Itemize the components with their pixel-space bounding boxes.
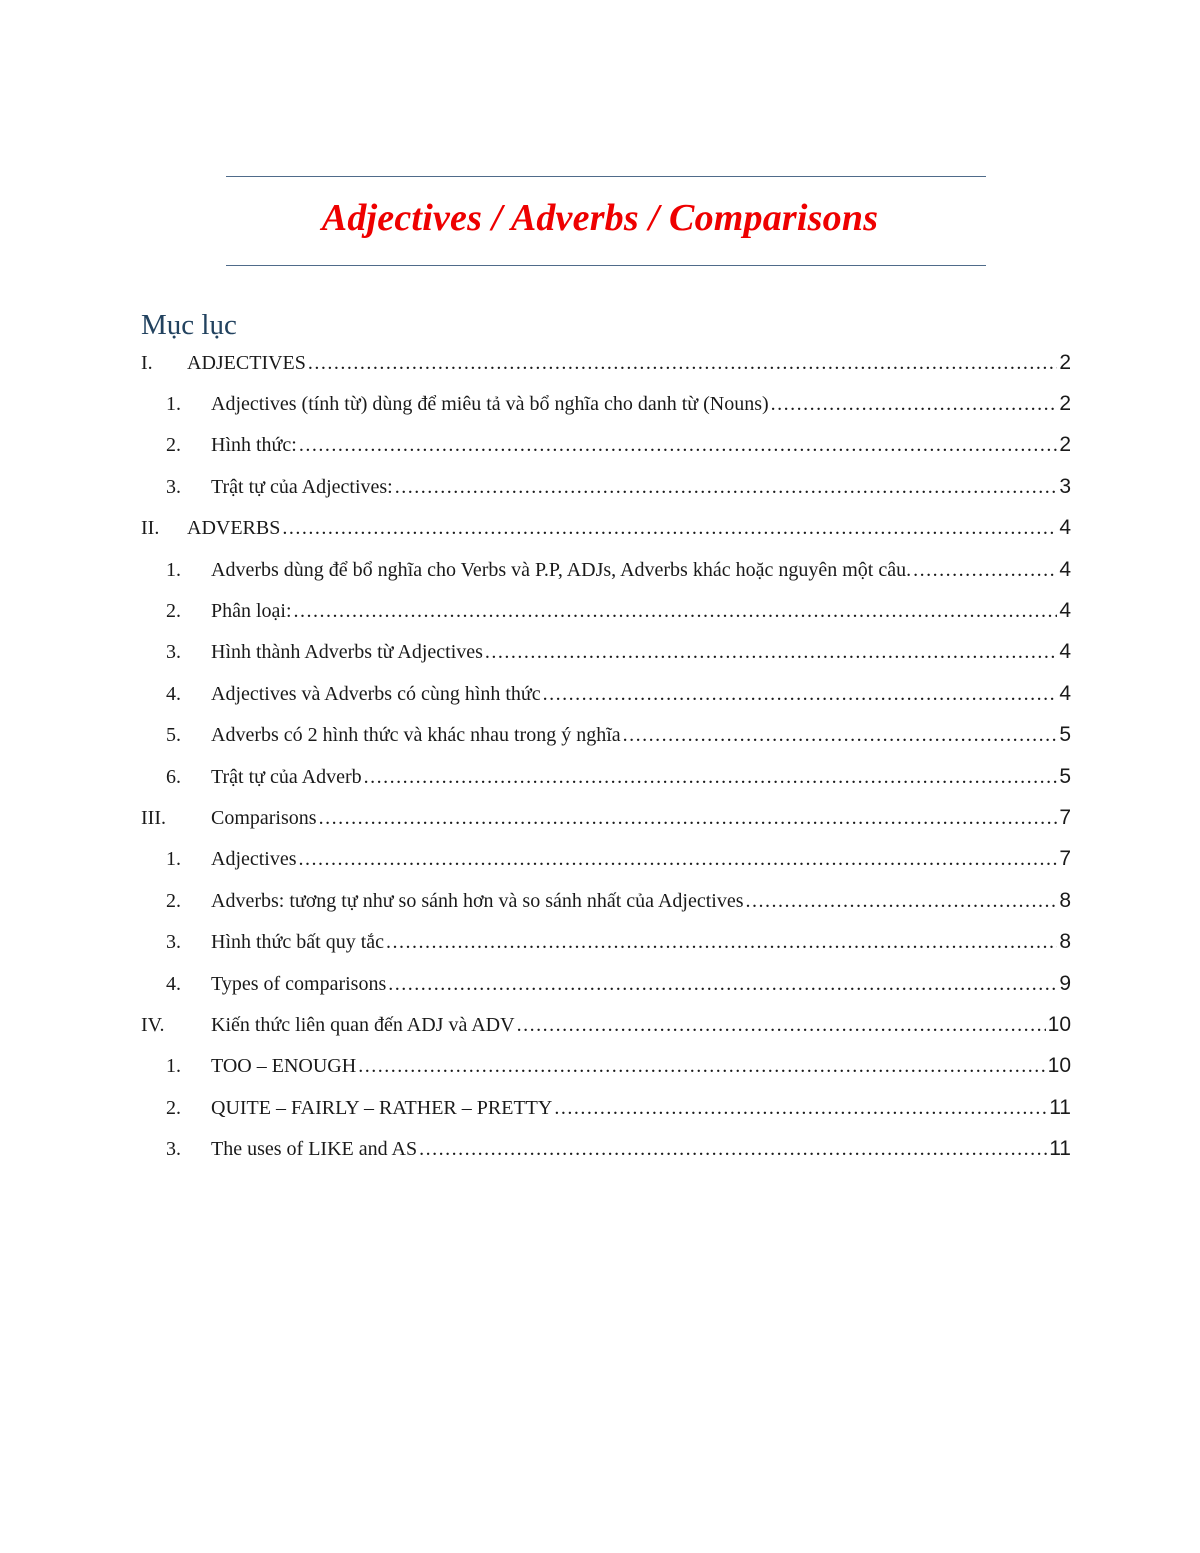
toc-entry-number: I. [141,351,153,374]
toc-entry-label[interactable]: Trật tự của Adjectives: [211,475,393,498]
toc-entry-page[interactable]: 3 [1059,474,1071,498]
toc-entry-page[interactable]: 7 [1059,847,1071,871]
toc-entry[interactable] [141,673,1071,714]
toc-entry-label[interactable]: Types of comparisons [211,972,387,995]
toc-leader-dots [388,972,1057,996]
toc-entry-page[interactable]: 2 [1059,433,1071,457]
toc-leader-dots [299,433,1057,457]
toc-entry-label[interactable]: Adverbs: tương tự như so sánh hơn và so sánh nhất của Adjectives [211,889,744,912]
toc-entry-label[interactable]: Trật tự của Adverb [211,765,362,788]
toc-leader-dots [386,930,1057,954]
toc-entry[interactable] [141,963,1071,1004]
toc-entry-number: III. [141,806,166,829]
toc-entry-page[interactable]: 4 [1059,640,1071,664]
toc-entry-number: 1. [166,558,181,581]
toc-entry-number: 2. [166,600,181,623]
toc-entry-label[interactable]: Hình thức bất quy tắc [211,931,385,954]
toc-entry-page[interactable]: 10 [1047,1054,1071,1078]
toc-entry-label[interactable]: ADVERBS [187,517,281,540]
toc-entry-section-3[interactable] [141,797,1071,838]
toc-entry-page[interactable]: 8 [1059,930,1071,954]
toc-entry-label[interactable]: Adverbs dùng để bổ nghĩa cho Verbs và P.P, ADJs, Adverbs khác hoặc nguyên một câu. [211,558,912,581]
toc-entry[interactable] [141,632,1071,673]
toc-entry-section-2[interactable] [141,508,1071,549]
toc-entry-number: IV. [141,1013,165,1036]
toc-entry-number: 6. [166,765,181,788]
toc-entry[interactable] [141,921,1071,962]
toc-leader-dots [771,392,1058,416]
toc-entry-page[interactable]: 2 [1059,350,1071,374]
toc-entry-label[interactable]: Kiến thức liên quan đến ADJ và ADV [211,1013,515,1036]
toc-entry[interactable] [141,1128,1071,1169]
toc-entry-label[interactable]: Phân loại: [211,600,292,623]
toc-entry-number: 3. [166,641,181,664]
toc-entry-section-4[interactable] [141,1004,1071,1045]
toc-leader-dots [485,640,1057,664]
toc-leader-dots [543,682,1058,706]
toc-entry-label[interactable]: The uses of LIKE and AS [211,1138,418,1161]
toc-leader-dots [282,516,1057,540]
table-of-contents [141,342,1071,1170]
toc-entry[interactable] [141,715,1071,756]
toc-entry-section-1[interactable] [141,342,1071,383]
toc-entry[interactable] [141,466,1071,507]
toc-entry-label[interactable]: Hình thức: [211,434,297,457]
toc-entry[interactable] [141,839,1071,880]
toc-entry-label[interactable]: Hình thành Adverbs từ Adjectives [211,641,483,664]
toc-entry-number: 4. [166,682,181,705]
toc-leader-dots [294,599,1058,623]
toc-entry-label[interactable]: Comparisons [211,806,317,829]
toc-entry[interactable] [141,425,1071,466]
toc-entry-number: 2. [166,434,181,457]
toc-entry-number: 1. [166,393,181,416]
toc-entry-number: II. [141,517,160,540]
toc-entry-page[interactable]: 8 [1059,888,1071,912]
toc-entry-number: 1. [166,848,181,871]
toc-entry[interactable] [141,756,1071,797]
toc-entry[interactable] [141,1046,1071,1087]
toc-leader-dots [319,806,1058,830]
toc-entry-label[interactable]: TOO – ENOUGH [211,1055,357,1078]
toc-entry-page[interactable]: 9 [1059,971,1071,995]
toc-entry-number: 5. [166,724,181,747]
toc-entry[interactable] [141,383,1071,424]
title-top-rule [226,176,986,177]
toc-entry-label[interactable]: QUITE – FAIRLY – RATHER – PRETTY [211,1096,553,1119]
toc-entry-page[interactable]: 4 [1059,516,1071,540]
toc-entry[interactable] [141,549,1071,590]
toc-leader-dots [745,889,1057,913]
toc-entry-number: 3. [166,1138,181,1161]
toc-entry-page[interactable]: 2 [1059,392,1071,416]
toc-leader-dots [419,1137,1047,1161]
toc-entry[interactable] [141,880,1071,921]
toc-entry-number: 2. [166,1096,181,1119]
toc-entry-number: 3. [166,931,181,954]
toc-leader-dots [554,1096,1047,1120]
document-title: Adjectives / Adverbs / Comparisons [321,197,879,239]
toc-entry-label[interactable]: Adverbs có 2 hình thức và khác nhau trong ý nghĩa [211,724,621,747]
toc-entry-number: 2. [166,889,181,912]
toc-entry-label[interactable]: Adjectives và Adverbs có cùng hình thức [211,682,541,705]
toc-entry-page[interactable]: 11 [1049,1095,1071,1119]
toc-entry-number: 1. [166,1055,181,1078]
toc-entry-label[interactable]: Adjectives (tính từ) dùng để miêu tả và bổ nghĩa cho danh từ (Nouns) [211,393,769,416]
toc-entry-number: 4. [166,972,181,995]
toc-entry-page[interactable]: 4 [1059,599,1071,623]
toc-entry[interactable] [141,590,1071,631]
toc-entry-page[interactable]: 10 [1047,1012,1071,1036]
toc-leader-dots [395,475,1058,499]
toc-leader-dots [913,558,1057,582]
toc-entry-page[interactable]: 4 [1059,681,1071,705]
toc-entry-page[interactable]: 7 [1059,805,1071,829]
toc-entry-page[interactable]: 4 [1059,557,1071,581]
toc-entry-number: 3. [166,475,181,498]
toc-leader-dots [358,1054,1045,1078]
toc-entry-page[interactable]: 5 [1059,764,1071,788]
toc-entry-page[interactable]: 11 [1049,1137,1071,1161]
toc-entry-label[interactable]: Adjectives [211,848,297,871]
toc-leader-dots [517,1013,1046,1037]
toc-leader-dots [308,351,1057,375]
title-bottom-rule [226,265,986,266]
toc-entry[interactable] [141,1087,1071,1128]
toc-heading: Mục lục [141,309,237,341]
toc-entry-page[interactable]: 5 [1059,723,1071,747]
toc-leader-dots [364,765,1058,789]
toc-entry-label[interactable]: ADJECTIVES [187,351,306,374]
toc-leader-dots [623,723,1058,747]
toc-leader-dots [299,847,1058,871]
